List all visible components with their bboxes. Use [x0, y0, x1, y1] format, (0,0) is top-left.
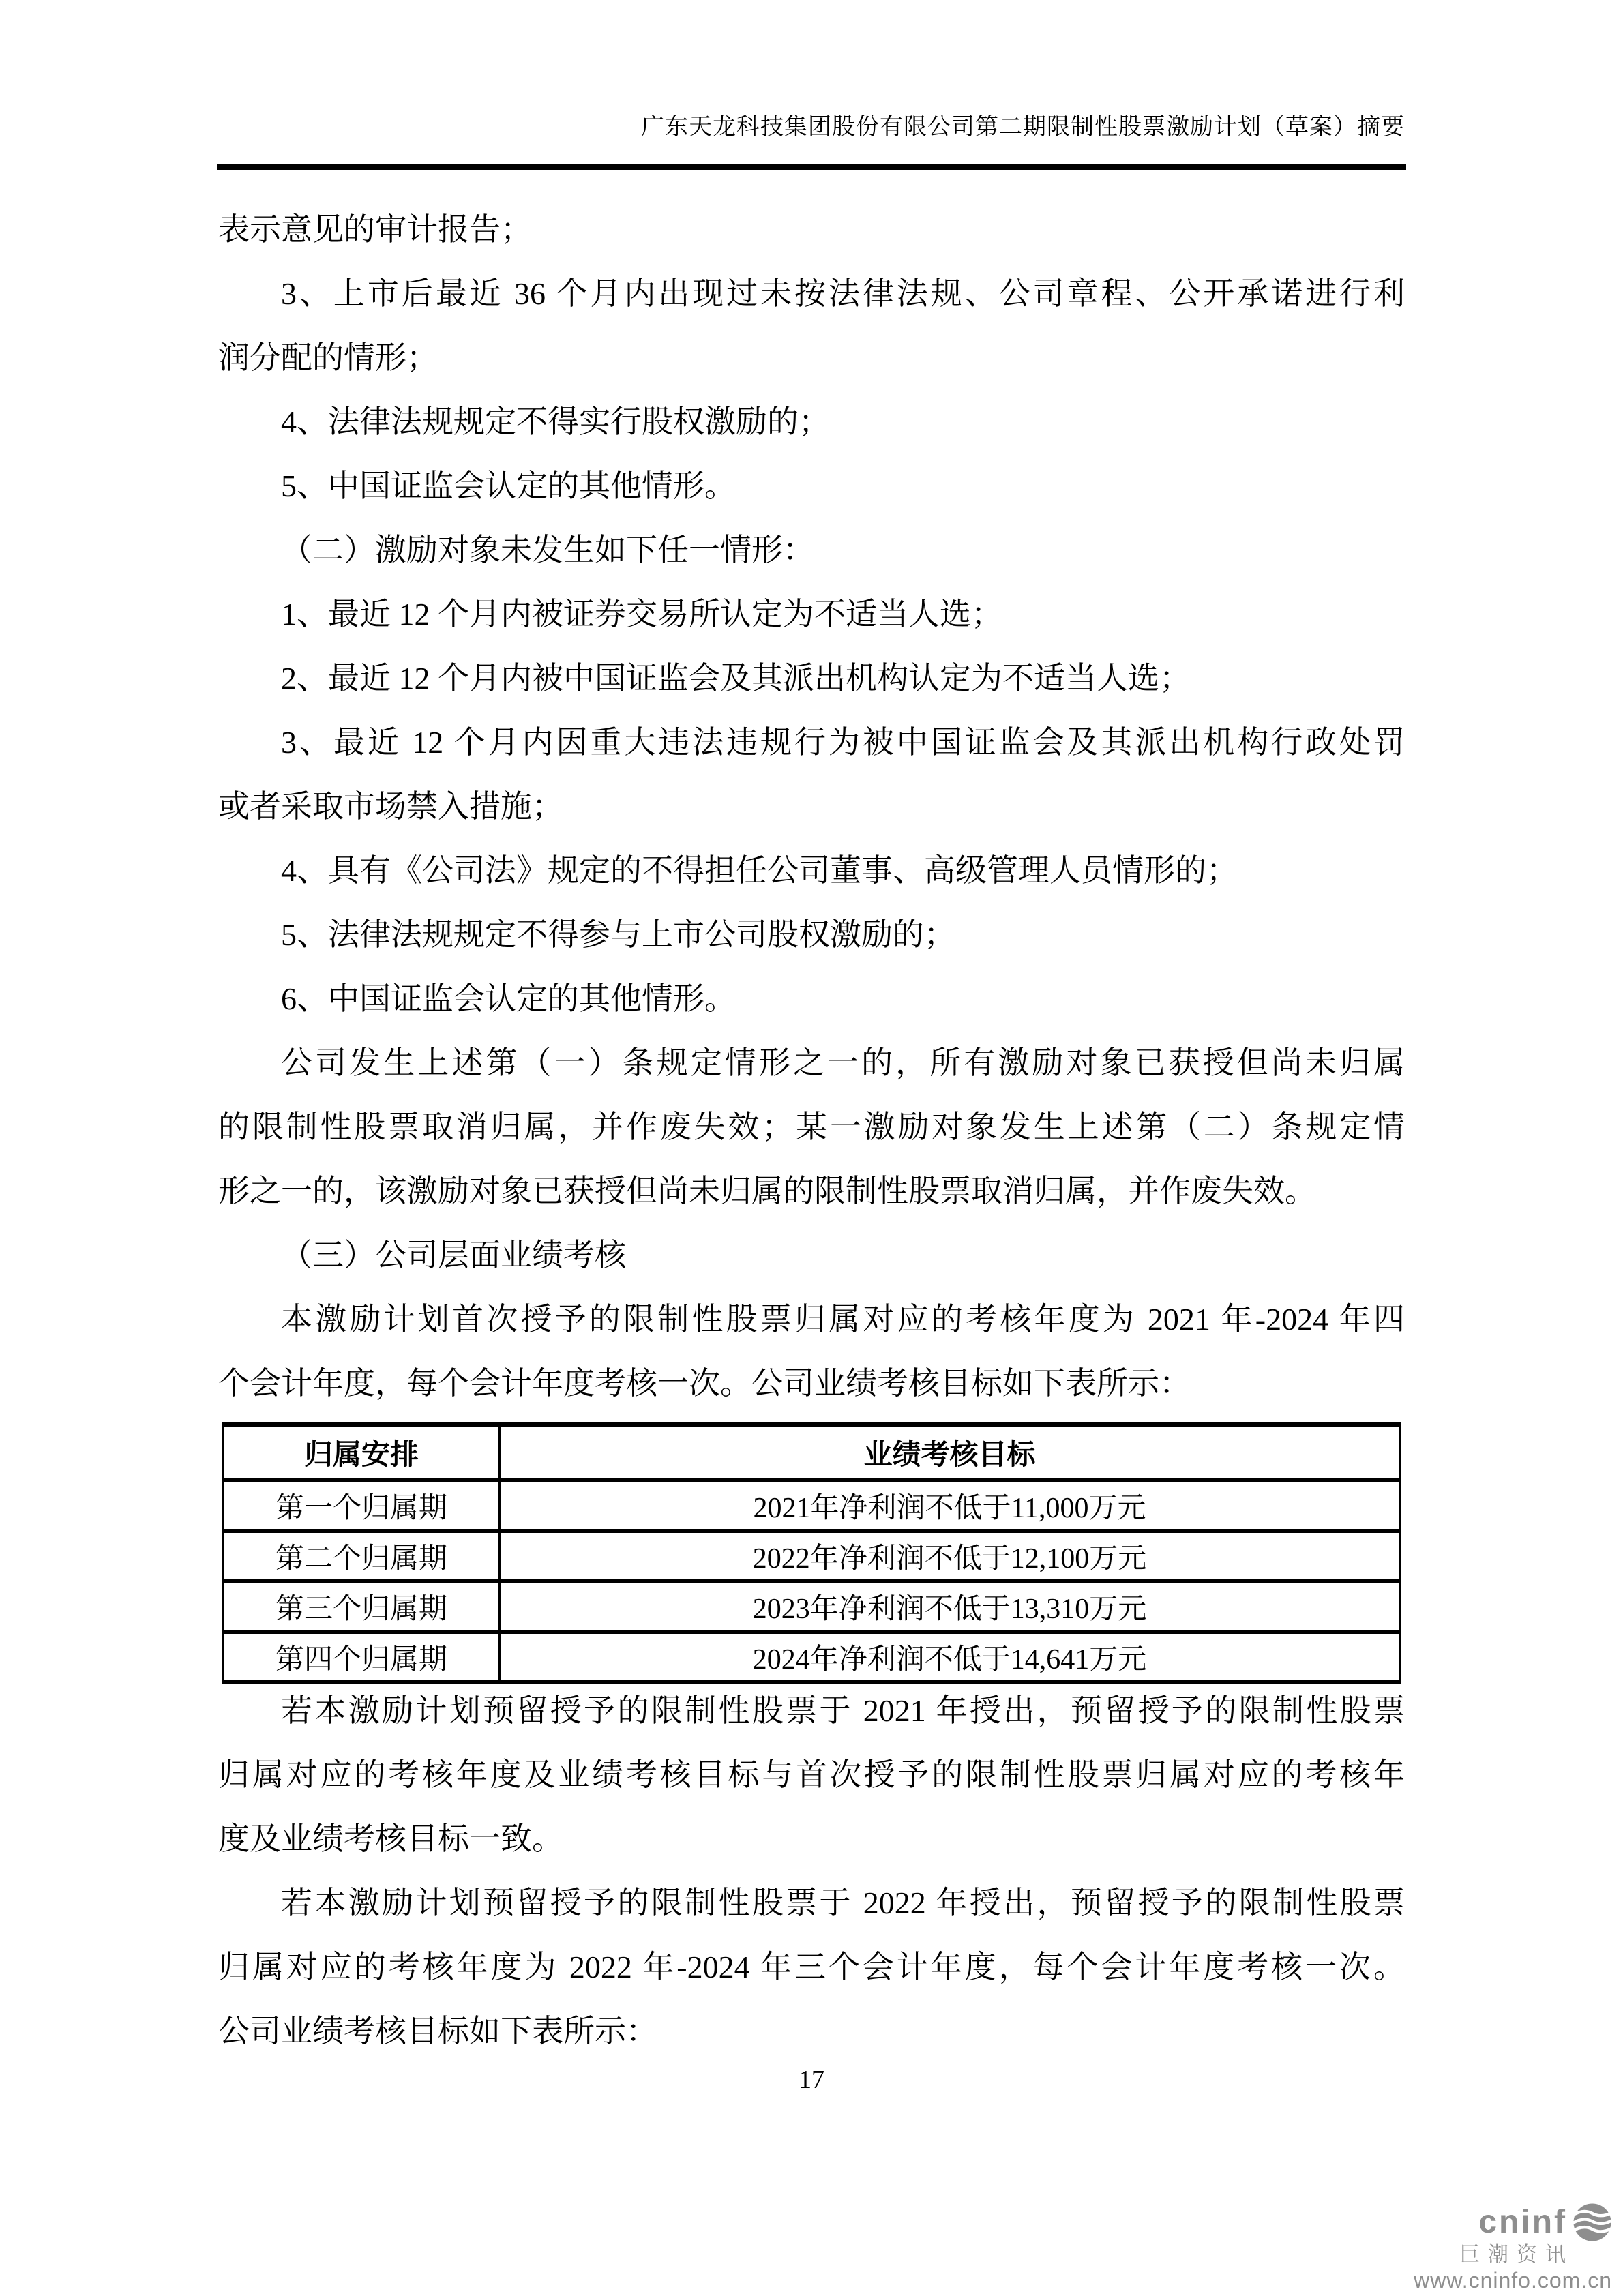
- running-header-title: 广东天龙科技集团股份有限公司第二期限制性股票激励计划（草案）摘要: [641, 115, 1405, 140]
- body-line: 公司发生上述第（一）条规定情形之一的，所有激励对象已获授但尚未归属: [281, 1045, 1405, 1080]
- body-line: 2、最近 12 个月内被中国证监会及其派出机构认定为不适当人选；: [281, 661, 1191, 696]
- vesting-period-cell: 第二个归属期: [224, 1531, 500, 1581]
- body-line: 3、最近 12 个月内因重大违法违规行为被中国证监会及其派出机构行政处罚: [281, 725, 1405, 760]
- body-line: 4、法律法规规定不得实行股权激励的；: [281, 404, 830, 439]
- body-line: 1、最近 12 个月内被证券交易所认定为不适当人选；: [281, 597, 1002, 631]
- body-line: 5、法律法规规定不得参与上市公司股权激励的；: [281, 917, 955, 952]
- vesting-period-cell: 第三个归属期: [224, 1581, 500, 1632]
- body-line: 归属对应的考核年度及业绩考核目标与首次授予的限制性股票归属对应的考核年: [218, 1757, 1405, 1792]
- table-header-vesting: 归属安排: [224, 1425, 500, 1480]
- table-row: [224, 1581, 1400, 1632]
- body-text-lower: [218, 1679, 1405, 2063]
- body-line: 归属对应的考核年度为 2022 年-2024 年三个会计年度，每个会计年度考核一次。: [218, 1950, 1405, 1984]
- body-line: 形之一的，该激励对象已获授但尚未归属的限制性股票取消归属，并作废失效。: [218, 1174, 1316, 1208]
- cninfo-url: www.cninfo.com.cn: [1414, 2268, 1612, 2293]
- body-text-upper: [218, 198, 1405, 1416]
- vesting-period-cell: 第一个归属期: [224, 1480, 500, 1531]
- target-cell: 2024年净利润不低于14,641万元: [500, 1632, 1400, 1682]
- table-header-row: [224, 1425, 1400, 1480]
- body-line: 公司业绩考核目标如下表所示：: [218, 2014, 657, 2048]
- body-line: （三）公司层面业绩考核: [281, 1238, 626, 1272]
- vesting-period-cell: 第四个归属期: [224, 1632, 500, 1682]
- body-line: 表示意见的审计报告；: [218, 212, 532, 247]
- performance-target-table: [222, 1422, 1401, 1684]
- cninfo-footer: [1414, 2203, 1612, 2293]
- cninfo-brand-text: cninf: [1478, 2204, 1567, 2240]
- target-cell: 2022年净利润不低于12,100万元: [500, 1531, 1400, 1581]
- body-line: 若本激励计划预留授予的限制性股票于 2022 年授出，预留授予的限制性股票: [281, 1885, 1405, 1920]
- body-line: 5、中国证监会认定的其他情形。: [281, 468, 736, 503]
- table-row: [224, 1531, 1400, 1581]
- body-line: 的限制性股票取消归属，并作废失效；某一激励对象发生上述第（二）条规定情: [218, 1109, 1405, 1144]
- body-line: 6、中国证监会认定的其他情形。: [281, 981, 736, 1016]
- cninfo-logo-icon: [1573, 2203, 1612, 2242]
- body-line: 个会计年度，每个会计年度考核一次。公司业绩考核目标如下表所示：: [218, 1366, 1191, 1401]
- target-cell: 2021年净利润不低于11,000万元: [500, 1480, 1400, 1531]
- body-line: 3、上市后最近 36 个月内出现过未按法律法规、公司章程、公开承诺进行利: [281, 276, 1405, 311]
- body-line: 润分配的情形；: [218, 340, 438, 375]
- body-line: 4、具有《公司法》规定的不得担任公司董事、高级管理人员情形的；: [281, 853, 1238, 888]
- table-row: [224, 1632, 1400, 1682]
- page-number: 17: [799, 2066, 824, 2094]
- body-line: 若本激励计划预留授予的限制性股票于 2021 年授出，预留授予的限制性股票: [281, 1693, 1405, 1728]
- table-header-target: 业绩考核目标: [500, 1425, 1400, 1480]
- target-cell: 2023年净利润不低于13,310万元: [500, 1581, 1400, 1632]
- cninfo-brand-chinese: 巨潮资讯: [1459, 2243, 1574, 2266]
- header-rule: [217, 164, 1406, 170]
- body-line: 度及业绩考核目标一致。: [218, 1821, 563, 1856]
- body-line: （二）激励对象未发生如下任一情形：: [281, 533, 814, 567]
- body-line: 本激励计划首次授予的限制性股票归属对应的考核年度为 2021 年-2024 年四: [281, 1302, 1405, 1337]
- table-row: [224, 1480, 1400, 1531]
- body-line: 或者采取市场禁入措施；: [218, 789, 563, 824]
